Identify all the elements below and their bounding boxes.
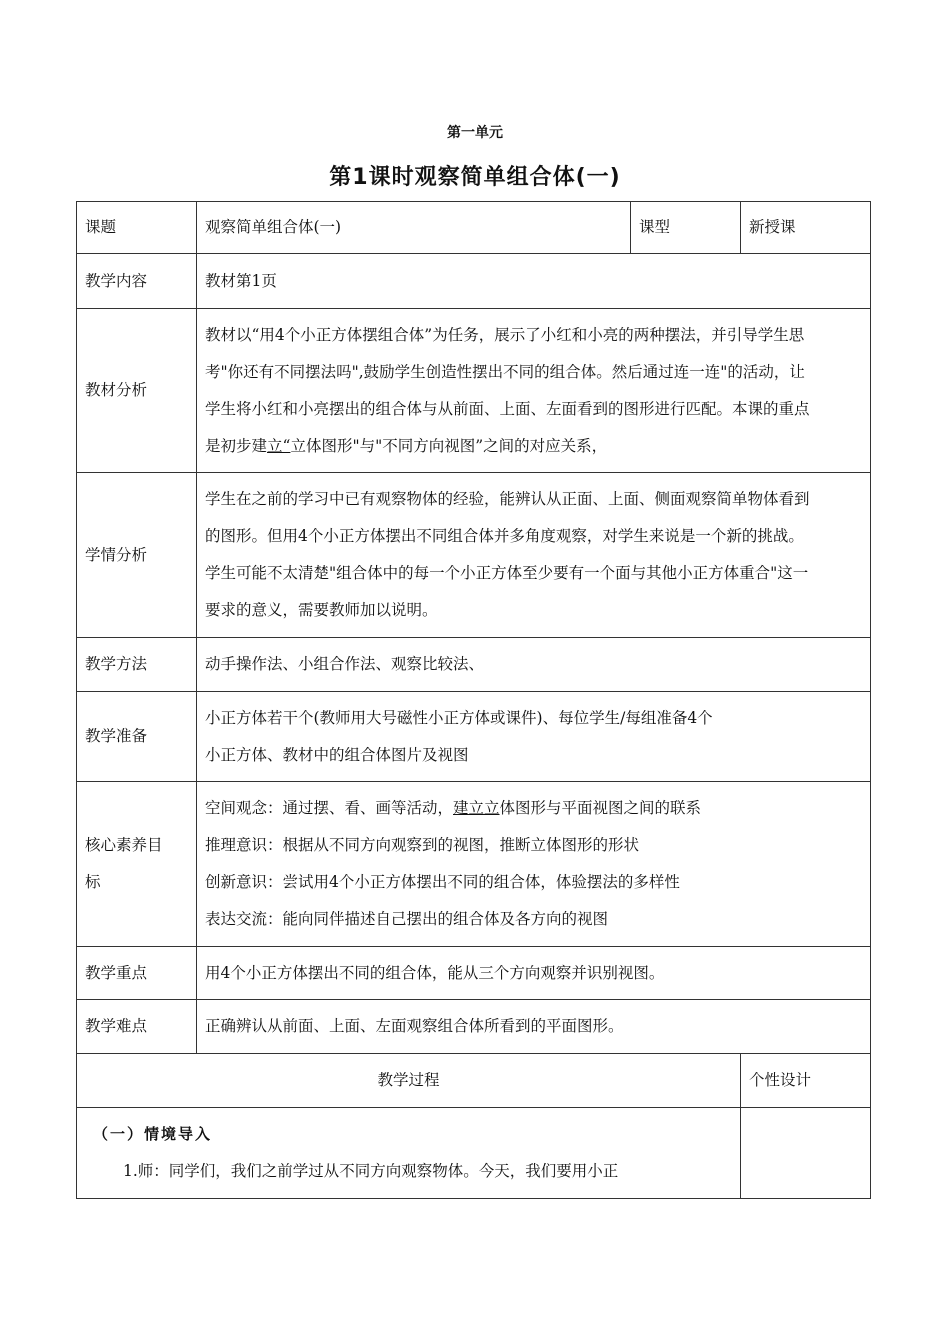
student-line: 的图形。但用4个小正方体摆出不同组合体并多角度观察，对学生来说是一个新的挑战。 [205,527,804,545]
row-method [77,638,871,692]
underlined-text: 建立立 [453,799,500,817]
key-label: 教学重点 [77,947,197,1000]
material-line: 考"你还有不同摆法吗",鼓励学生创造性摆出不同的组合体。然后通过连一连"的活动，让 [205,362,805,381]
design-label: 个性设计 [741,1054,871,1108]
material-line: 是初步建立“立体图形"与"不同方向视图”之间的对应关系， [205,436,608,455]
row-material-analysis [77,309,871,473]
row-content [77,254,871,309]
material-line: 学生将小红和小亮摆出的组合体与从前面、上面、左面看到的图形进行匹配。本课的重点 [205,399,810,418]
underlined-text: 立“ [267,436,291,455]
core-line: 空间观念：通过摆、看、画等活动，建立立体图形与平面视图之间的联系 [205,799,702,817]
process-label: 教学过程 [77,1054,741,1108]
prep-line: 小正方体、教材中的组合体图片及视图 [205,745,469,764]
lesson-plan-table [76,201,871,1199]
lesson-title: 第1课时观察简单组合体(一) [329,165,621,190]
material-text [197,309,871,473]
row-student-analysis [77,473,871,638]
material-label: 教材分析 [77,309,197,473]
design-cell [741,1108,871,1199]
student-line: 要求的意义，需要教师加以说明。 [205,601,438,619]
topic-label: 课题 [77,202,197,254]
intro-cell [77,1108,741,1199]
lesson-type-value: 新授课 [741,202,871,254]
core-line: 推理意识：根据从不同方向观察到的视图，推断立体图形的形状 [205,836,640,854]
row-key-point [77,947,871,1000]
key-value: 用4个小正方体摆出不同的组合体，能从三个方向观察并识别视图。 [197,947,871,1000]
topic-value: 观察简单组合体(一) [197,202,631,254]
material-line: 教材以“用4个小正方体摆组合体”为任务，展示了小红和小亮的两种摆法，并引导学生思 [205,325,805,344]
student-line: 学生在之前的学习中已有观察物体的经验，能辨认从正面、上面、侧面观察简单物体看到 [205,490,810,508]
core-line: 创新意识：尝试用4个小正方体摆出不同的组合体，体验摆法的多样性 [205,873,680,891]
student-line: 学生可能不太清楚"组合体中的每一个小正方体至少要有一个面与其他小正方体重合"这一 [205,564,809,582]
content-value: 教材第1页 [197,254,871,309]
content-label: 教学内容 [77,254,197,309]
row-core-literacy [77,782,871,947]
student-label: 学情分析 [77,473,197,638]
core-text [197,782,871,947]
row-intro [77,1108,871,1199]
difficult-label: 教学难点 [77,1000,197,1054]
lesson-type-label: 课型 [631,202,741,254]
prep-text [197,692,871,782]
method-label: 教学方法 [77,638,197,692]
row-process-header [77,1054,871,1108]
intro-heading: （一）情境导入 [93,1125,213,1143]
row-topic [77,202,871,254]
row-preparation [77,692,871,782]
method-value: 动手操作法、小组合作法、观察比较法、 [197,638,871,692]
prep-label: 教学准备 [77,692,197,782]
core-line: 表达交流：能向同伴描述自己摆出的组合体及各方向的视图 [205,910,609,928]
unit-title: 第一单元 [447,125,503,141]
prep-line: 小正方体若干个(教师用大号磁性小正方体或课件)、每位学生/每组准备4个 [205,708,713,727]
difficult-value: 正确辨认从前面、上面、左面观察组合体所看到的平面图形。 [197,1000,871,1054]
intro-line: 1.师：同学们，我们之前学过从不同方向观察物体。今天，我们要用小正 [123,1162,619,1180]
student-text [197,473,871,638]
row-difficult-point [77,1000,871,1054]
core-label: 核心素养目 标 [77,782,197,947]
